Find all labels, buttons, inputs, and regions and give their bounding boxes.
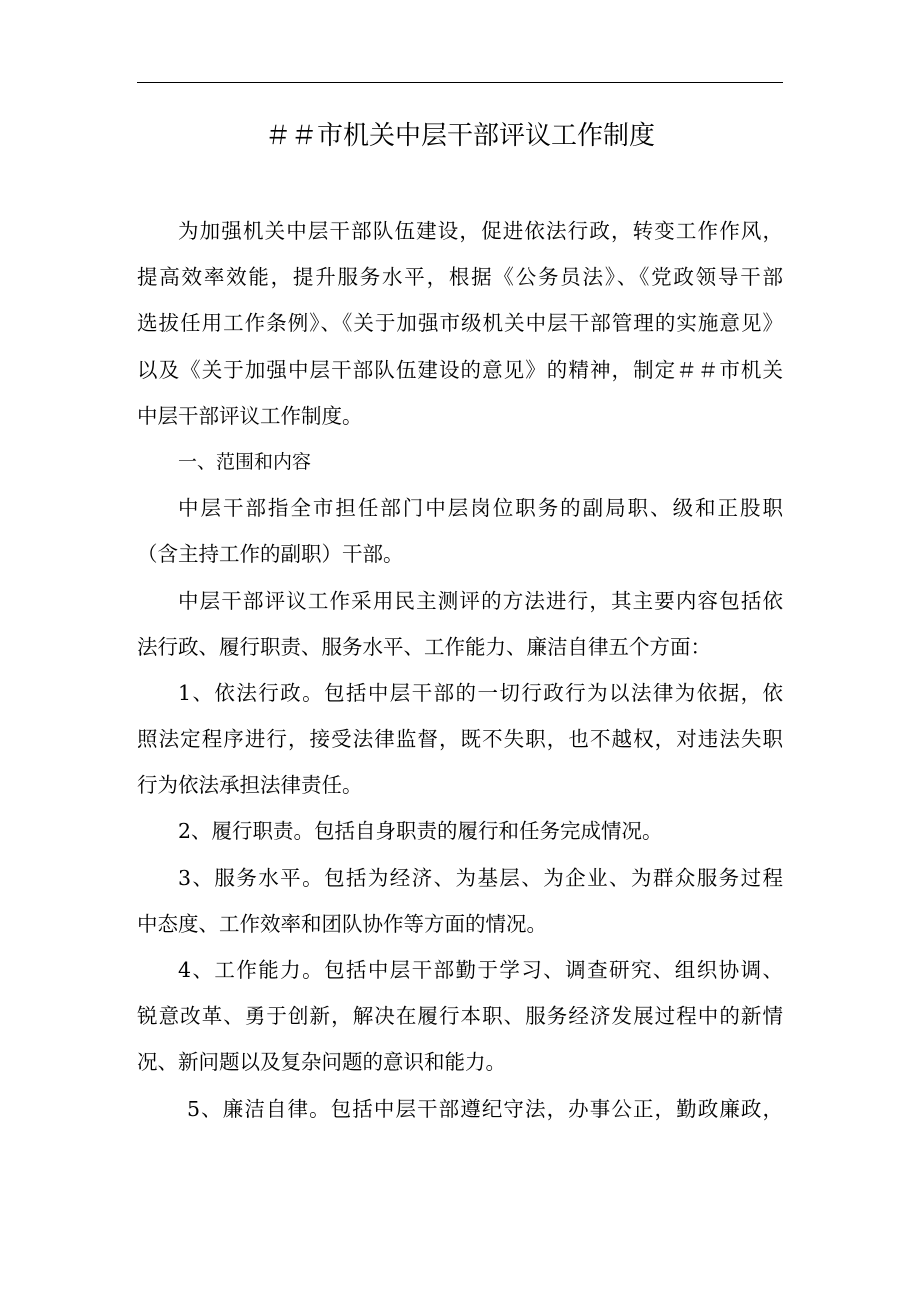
paragraph-line: 4、工作能力。包括中层干部勤于学习、调查研究、组织协调、: [178, 958, 783, 982]
paragraph-line: 中层干部指全市担任部门中层岗位职务的副局职、级和正股职: [178, 496, 783, 521]
paragraph-line: 提高效率效能，提升服务水平，根据《公务员法》、《党政领导干部: [137, 265, 783, 290]
item-2-paragraph: [137, 808, 783, 854]
item-1-paragraph: [137, 670, 783, 809]
section-heading-text: 一、范围和内容: [178, 450, 312, 473]
paragraph-line: 锐意改革、勇于创新，解决在履行本职、服务经济发展过程中的新情: [137, 1004, 783, 1029]
scope-paragraph: [137, 485, 783, 577]
header-rule: [137, 82, 783, 83]
paragraph-line: 以及《关于加强中层干部队伍建设的意见》的精神，制定＃＃市机关: [137, 357, 783, 382]
paragraph-line: 行为依法承担法律责任。: [137, 773, 363, 798]
paragraph-line: 照法定程序进行，接受法律监督，既不失职，也不越权，对违法失职: [137, 727, 783, 752]
item-4-paragraph: [137, 947, 783, 1086]
paragraph-line: 选拔任用工作条例》、《关于加强市级机关中层干部管理的实施意见》: [137, 311, 783, 336]
document-body: [137, 208, 783, 1132]
paragraph-line: （含主持工作的副职）干部。: [137, 542, 404, 567]
item-3-paragraph: [137, 855, 783, 947]
paragraph-line: 5、廉洁自律。包括中层干部遵纪守法，办事公正，勤政廉政，: [187, 1096, 783, 1121]
method-paragraph: [137, 578, 783, 670]
paragraph-line: 中层干部评议工作制度。: [137, 403, 363, 428]
section-heading: [137, 439, 783, 485]
paragraph-line: 1、依法行政。包括中层干部的一切行政行为以法律为依据，依: [178, 680, 783, 705]
paragraph-line: 法行政、履行职责、服务水平、工作能力、廉洁自律五个方面：: [137, 634, 711, 659]
document-title: ＃＃市机关中层干部评议工作制度: [264, 121, 655, 151]
item-5-paragraph: [137, 1086, 783, 1132]
paragraph-line: 为加强机关中层干部队伍建设，促进依法行政，转变工作作风，: [178, 219, 783, 243]
paragraph-line: 2、履行职责。包括自身职责的履行和任务完成情况。: [178, 819, 663, 844]
paragraph-line: 况、新问题以及复杂问题的意识和能力。: [137, 1050, 506, 1075]
paragraph-line: 中态度、工作效率和团队协作等方面的情况。: [137, 911, 547, 936]
paragraph-line: 3、服务水平。包括为经济、为基层、为企业、为群众服务过程: [178, 865, 783, 890]
paragraph-line: 中层干部评议工作采用民主测评的方法进行，其主要内容包括依: [178, 588, 783, 613]
intro-paragraph: [137, 208, 783, 439]
